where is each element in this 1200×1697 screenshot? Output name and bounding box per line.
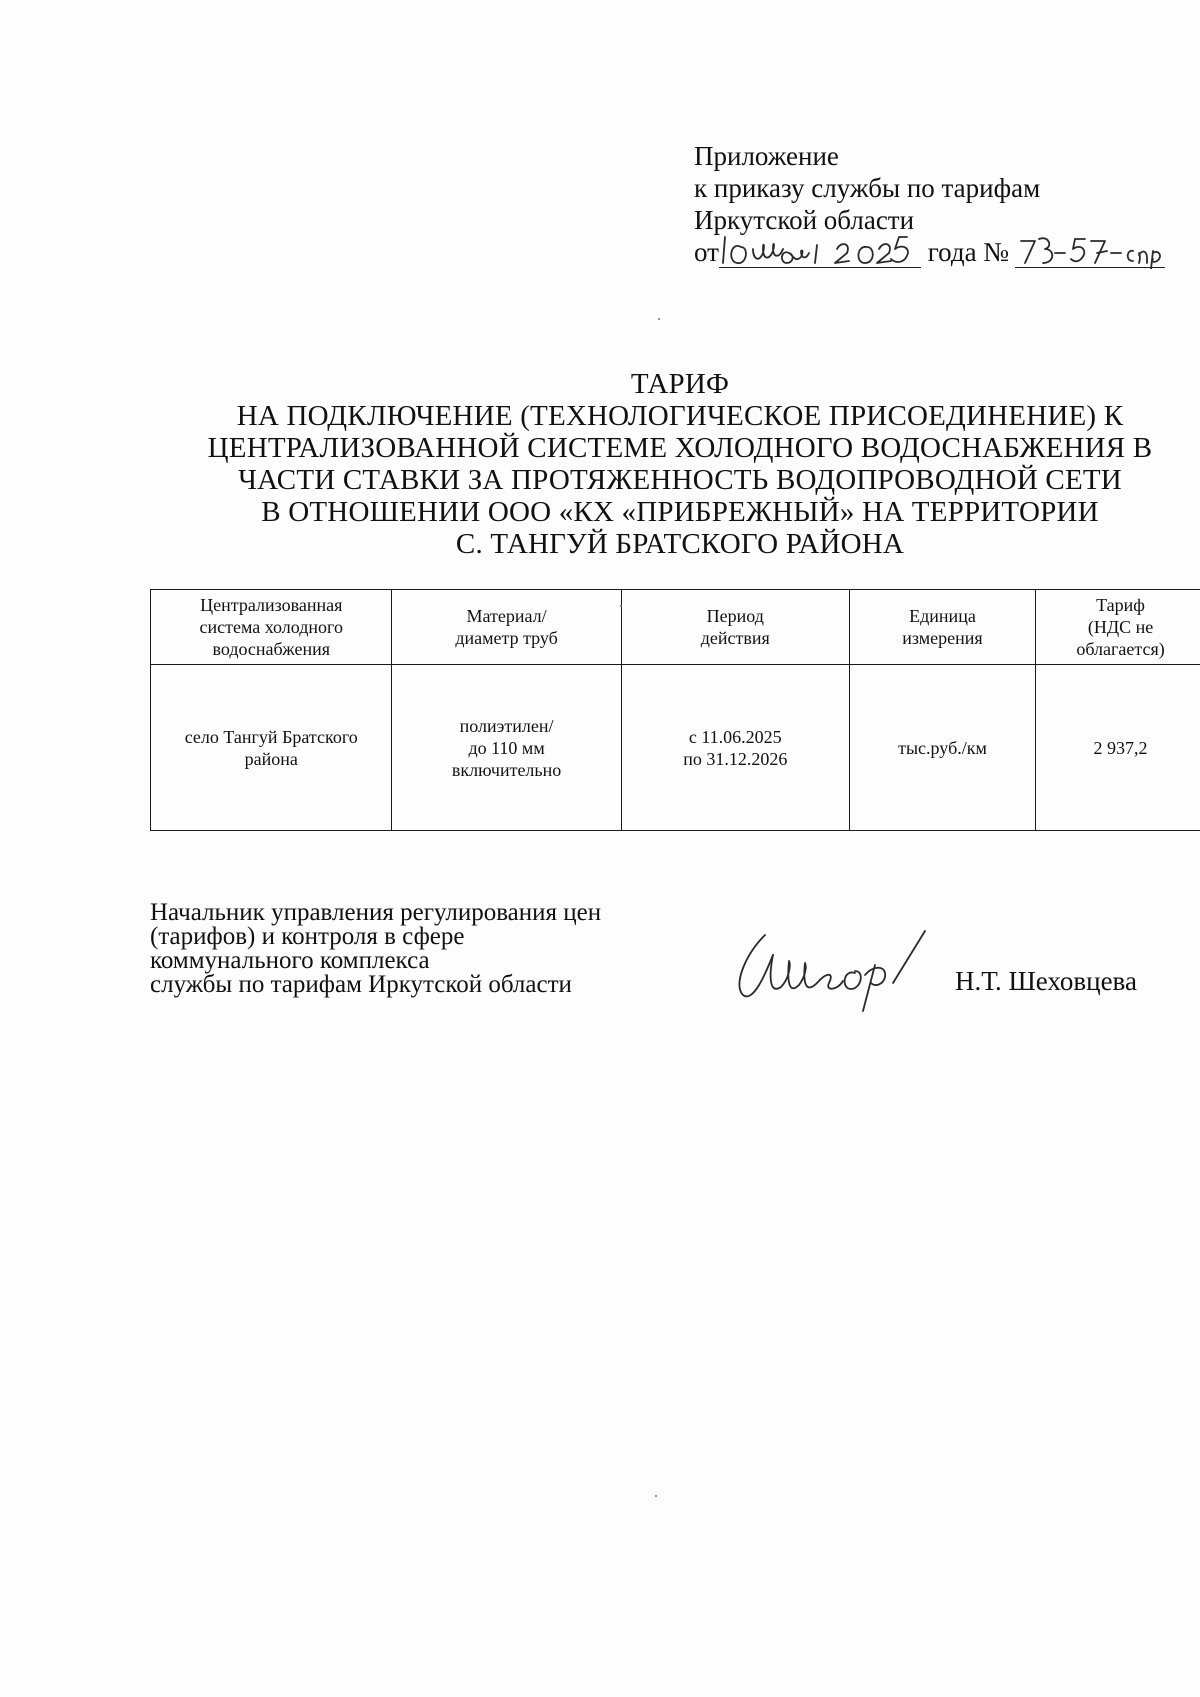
order-date-line [694, 236, 1184, 268]
signer-position-line: (тарифов) и контроля в сфере [150, 923, 465, 950]
date-prefix: от [694, 237, 719, 267]
column-header-material: Материал/ диаметр труб [392, 590, 621, 665]
column-header-tariff: Тариф (НДС не облагается) [1036, 590, 1200, 665]
title-line: ЦЕНТРАЛИЗОВАННОЙ СИСТЕМЕ ХОЛОДНОГО ВОДОСНАБЖЕНИЯ В [207, 432, 1153, 464]
appendix-line: Приложение [694, 141, 839, 171]
handwritten-number-ink [1015, 225, 1185, 269]
title-line: ТАРИФ [630, 368, 730, 400]
signer-position-line: Начальник управления регулирования цен [150, 899, 602, 926]
title-line: НА ПОДКЛЮЧЕНИЕ (ТЕХНОЛОГИЧЕСКОЕ ПРИСОЕДИНЕНИЕ) К [236, 400, 1124, 432]
appendix-block [694, 140, 1184, 268]
handwritten-order-number [1015, 237, 1165, 268]
scan-speck [620, 605, 622, 607]
appendix-line: к приказу службы по тарифам [694, 173, 1041, 203]
signer-position [150, 901, 710, 997]
cell-material: полиэтилен/ до 110 мм включительно [392, 665, 621, 831]
handwritten-date-ink [719, 225, 921, 269]
cell-tariff: 2 937,2 [1036, 665, 1200, 831]
table-header-row [151, 590, 1200, 665]
signer-position-line: коммунального комплекса [150, 947, 430, 974]
appendix-line: Иркутской области [694, 205, 915, 235]
cell-unit: тыс.руб./км [849, 665, 1035, 831]
column-header-unit: Единица измерения [849, 590, 1035, 665]
scan-speck [658, 318, 660, 320]
signer-position-line: службы по тарифам Иркутской области [150, 971, 572, 998]
cell-period: с 11.06.2025 по 31.12.2026 [621, 665, 849, 831]
tariff-table [150, 589, 1200, 831]
column-header-system: Централизованная система холодного водоснабжения [151, 590, 392, 665]
document-title [120, 368, 1200, 560]
scan-speck [655, 1495, 657, 1497]
table-row [151, 665, 1200, 831]
title-line: ЧАСТИ СТАВКИ ЗА ПРОТЯЖЕННОСТЬ ВОДОПРОВОДНОЙ СЕТИ [238, 464, 1122, 496]
date-suffix: года № [927, 237, 1010, 267]
signer-name: Н.Т. Шеховцева [955, 966, 1137, 996]
handwritten-signature [725, 925, 955, 1015]
column-header-period: Период действия [621, 590, 849, 665]
handwritten-date [719, 237, 921, 268]
title-line: С. ТАНГУЙ БРАТСКОГО РАЙОНА [455, 528, 905, 560]
title-line: В ОТНОШЕНИИ ООО «КХ «ПРИБРЕЖНЫЙ» НА ТЕРРИТОРИИ [261, 496, 1099, 528]
cell-system: село Тангуй Братского района [151, 665, 392, 831]
